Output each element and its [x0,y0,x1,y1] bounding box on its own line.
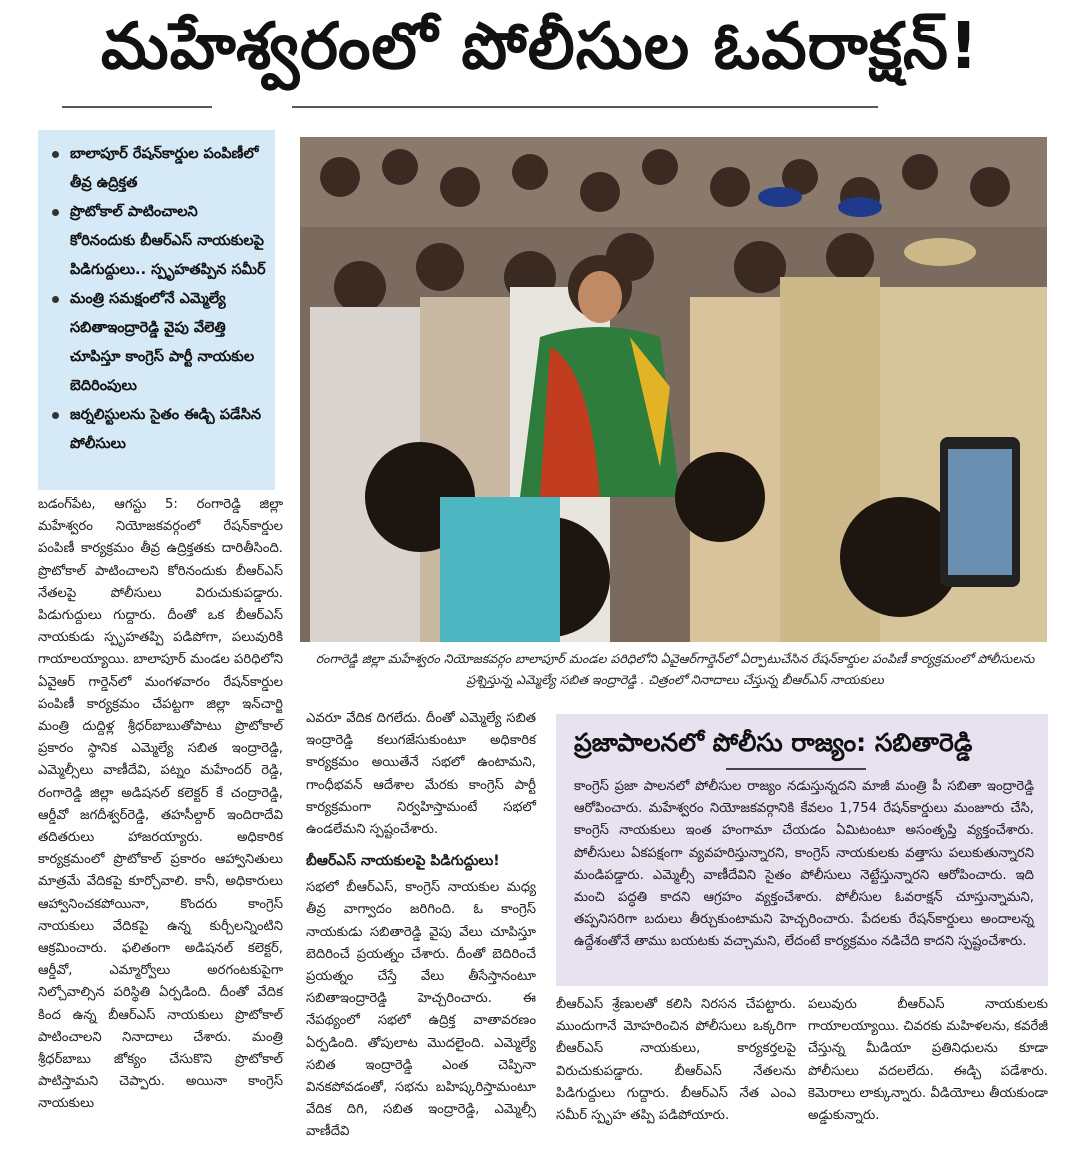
article-column-2 [306,708,536,1140]
highlight-item [52,401,267,459]
highlight-text: బాలాపూర్ రేషన్‌కార్డుల పంపిణీలో తీవ్ర ఉద్రిక్తత [70,146,259,191]
article-paragraph: పలువురు బీఆర్ఎస్ నాయకులకు గాయాలయ్యాయి. చివరకు మహిళలను, కవరేజీ చేస్తున్న మీడియా ప్రతినిధులను కూడా పోలీసులు వదలలేదు. ఈడ్చి పడేశారు. కెమెరాలు లాక్కున్నారు. వీడియోలు తీయకుండా అడ్డుకున్నారు. [808,997,1048,1124]
article-column-1 [38,494,283,1120]
article-subheading: బీఆర్ఎస్ నాయకులపై పిడిగుద్దులు! [306,853,500,870]
highlight-text: జర్నలిస్టులను సైతం ఈడ్చి పడేసిన పోలీసులు [70,407,262,452]
bullet-icon [52,296,59,303]
headline-rule-left [62,106,212,108]
highlights-list [52,140,267,459]
article-paragraph: ఎవరూ వేదిక దిగలేదు. దీంతో ఎమ్మెల్యే సబిత ఇంద్రారెడ్డి కలుగజేసుకుంటూ అధికారిక కార్యక్రమం అయితేనే సభలో ఉంటామని, గాంధీభవన్ ఆదేశాల మేరకు కాంగ్రెస్ పార్టీ కార్యక్రమంగా నిర్వహిస్తామంటే సభలో ఉండలేమని స్పష్టంచేశారు. [306,711,536,838]
highlight-item [52,285,267,401]
sidebar-story-title: ప్రజాపాలనలో పోలీసు రాజ్యం: సబితారెడ్డి [574,728,973,757]
sidebar-story-box [556,714,1048,986]
highlight-text: మంత్రి సమక్షంలోనే ఎమ్మెల్యే సబితాఇంద్రారెడ్డి వైపు వేలెత్తి చూపిస్తూ కాంగ్రెస్ పార్టీ నాయకుల బెదిరింపులు [70,291,255,394]
bullet-icon [52,412,59,419]
headline-rule-right [292,106,878,108]
crowd-photo-illustration [300,137,1047,642]
article-paragraph: బీఆర్ఎస్ శ్రేణులతో కలిసి నిరసన చేపట్టారు. ముందుగానే మోహరించిన పోలీసులు ఒక్కరిగా బీఆర్ఎస్ నాయకులు, కార్యకర్తలపై విరుచుకుపడ్డారు. బీఆర్ఎస్ నేతలను పిడిగుద్దులు గుద్దారు. బీఆర్ఎస్ నేత ఎంఎ సమీర్ స్పృహ తప్పి పడిపోయారు. [556,997,796,1124]
headline: మహేశ్వరంలో పోలీసుల ఓవరాక్షన్! [100,9,980,84]
highlight-text: ప్రొటోకాల్ పాటించాలని కోరినందుకు బీఆర్ఎస్ నాయకులపై పిడిగుద్దులు.. స్పృహతప్పిన సమీర్ [70,204,266,278]
article-paragraph: సభలో బీఆర్ఎస్, కాంగ్రెస్ నాయకుల మధ్య తీవ్ర వాగ్వాదం జరిగింది. ఓ కాంగ్రెస్ నాయకుడు సబితారెడ్డి వైపు వేలు చూపిస్తూ బెదిరించే ప్రయత్నం చేశారు. దీంతో బెదిరించే ప్రయత్నం చేస్తే వేలు తీసేస్తానంటూ సబితాఇంద్రారెడ్డి హెచ్చరించారు. ఈ నేపథ్యంలో సభలో ఉద్రిక్త వాతావరణం ఏర్పడింది. తోపులాట మొదలైంది. ఎమ్మెల్యే సబిత ఇంద్రారెడ్డి ఎంత చెప్పినా వినకపోవడంతో, సభను బహిష్కరిస్తామంటూ వేదిక దిగి, సబిత ఇంద్రారెడ్డి, ఎమ్మెల్సీ వాణీదేవి [306,880,536,1140]
highlight-item [52,140,267,198]
bullet-icon [52,209,59,216]
article-column-3 [556,994,796,1124]
bullet-icon [52,151,59,158]
sidebar-story-rule [726,768,866,770]
article-column-4 [808,994,1048,1124]
sidebar-story-body: కాంగ్రెస్ ప్రజా పాలనలో పోలీసుల రాజ్యం నడుస్తున్నదని మాజీ మంత్రి పీ సబితా ఇంద్రారెడ్డి ఆరోపించారు. మహేశ్వరం నియోజకవర్గానికి కేవలం 1,754 రేషన్‌కార్డులు మంజూరు చేసి, కాంగ్రెస్ నాయకులు ఇంత హంగామా చేయడం ఏమిటంటూ అసంతృప్తి వ్యక్తంచేశారు. పోలీసులు ఏకపక్షంగా వ్యవహరిస్తున్నారని, కాంగ్రెస్ నాయకులకు వత్తాసు పలుకుతున్నారని మండిపడ్డారు. ఎమ్మెల్సీ వాణీదేవిని సైతం పోలీసులు నెట్టేస్తున్నారని ఆరోపించారు. ఇది మంచి పద్ధతి కాదని ఆగ్రహం వ్యక్తంచేశారు. పోలీసుల ఓవరాక్షన్ చూస్తున్నామని, తప్పనిసరిగా బదులు తీర్చుకుంటామని హెచ్చరించారు. పేదలకు రేషన్‌కార్డులు అందాలన్న ఉద్దేశంతోనే తాము బయటకు వచ్చామని, లేదంటే కార్యక్రమం నడిచేది కాదని స్పష్టంచేశారు. [574,779,1034,950]
highlight-item [52,198,267,285]
article-paragraph: బడంగ్‌పేట, ఆగస్టు 5: రంగారెడ్డి జిల్లా మహేశ్వరం నియోజకవర్గంలో రేషన్‌కార్డుల పంపిణీ కార్యక్రమం తీవ్ర ఉద్రిక్తతకు దారితీసింది. ప్రొటోకాల్ పాటించాలని కోరినందుకు బీఆర్ఎస్ నేతలపై పోలీసులు విరుచుకుపడ్డారు. పిడుగుద్దులు గుద్దారు. దీంతో ఒక బీఆర్ఎస్ నాయకుడు స్పృహతప్పి పడిపోగా, పలువురికి గాయాలయ్యాయి. బాలాపూర్ మండల పరిధిలోని ఏవైఆర్ గార్డెన్‌లో మంగళవారం రేషన్‌కార్డుల పంపిణీ కార్యక్రమం చేపట్టగా జిల్లా ఇన్‌చార్జి మంత్రి దుద్దిళ్ల శ్రీధర్‌బాబుతోపాటు ప్రొటోకాల్ ప్రకారం స్థానిక ఎమ్మెల్యే సబిత ఇంద్రారెడ్డి, ఎమ్మెల్సీలు వాణీదేవి, పట్నం మహేందర్ రెడ్డి, రంగారెడ్డి జిల్లా అడిషనల్ కలెక్టర్ కే చంద్రారెడ్డి, ఆర్డీవో జగదీశ్వర్‌రెడ్డి, తహసీల్దార్ ఇందిరాదేవి తదితరులు హాజరయ్యారు. అధికారిక కార్యక్రమంలో ప్రొటోకాల్ ప్రకారం ఆహ్వానితులు మాత్రమే వేదికపై కూర్చోవాలి. కానీ, అధికారులు ఆహ్వానించకపోయినా, కొందరు కాంగ్రెస్ నాయకులు వేదికపై ఉన్న కుర్చీలన్నింటిని ఆక్రమించారు. ఫలితంగా అడిషనల్ కలెక్టర్, ఆర్డీవో, ఎమ్మార్వోలు అరగంటకుపైగా నిల్చోవాల్సిన పరిస్థితి ఏర్పడింది. దీంతో వేదిక కింద ఉన్న బీఆర్ఎస్ నాయకులు ప్రొటోకాల్ పాటించాలని నినాదాలు చేశారు. మంత్రి శ్రీధర్‌బాబు జోక్యం చేసుకొని ప్రొటోకాల్ పాటిస్తామని చెప్పారు. అయినా కాంగ్రెస్ నాయకులు [38,497,284,1112]
photo-caption: రంగారెడ్డి జిల్లా మహేశ్వరం నియోజకవర్గం బాలాపూర్ మండల పరిధిలోని ఏవైఆర్‌గార్డెన్‌లో ఏర్పాటుచేసిన రేషన్‌కార్డుల పంపిణీ కార్యక్రమంలో పోలీసులను ప్రశ్నిస్తున్న ఎమ్మెల్యే సబిత ఇంద్రారెడ్డి . చిత్రంలో నినాదాలు చేస్తున్న బీఆర్ఎస్ నాయకులు [315,651,1035,687]
highlights-box [38,130,275,490]
news-photo [300,137,1047,642]
